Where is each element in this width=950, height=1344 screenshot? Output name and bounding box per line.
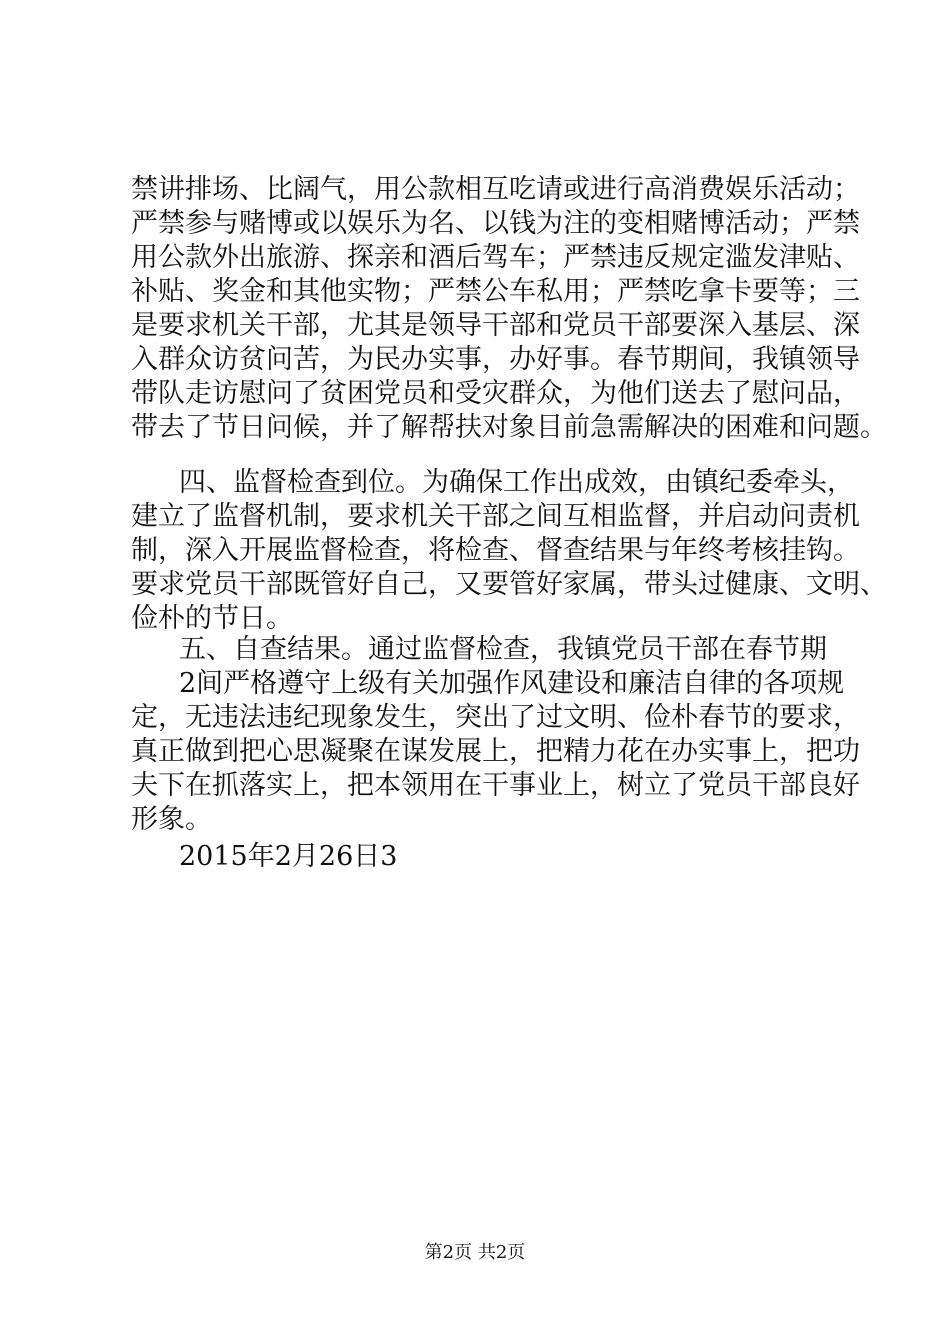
paragraph-1-line-7: 带队走访慰问了贫困党员和受灾群众，为他们送去了慰问品，: [131, 378, 860, 409]
paragraph-3-line-4: 真正做到把心思凝聚在谋发展上，把精力花在办实事上，把功: [131, 736, 860, 767]
paragraph-2-line-3: 制，深入开展监督检查，将检查、督查结果与年终考核挂钩。: [131, 535, 860, 566]
paragraph-3-line-6: 形象。: [131, 804, 212, 835]
paragraph-3-line-1: 五、自查结果。通过监督检查，我镇党员干部在春节期: [179, 634, 827, 665]
paragraph-2-line-1: 四、监督检查到位。为确保工作出成效，由镇纪委牵头，: [179, 467, 854, 498]
paragraph-1-line-5: 是要求机关干部，尤其是领导干部和党员干部要深入基层、深: [131, 310, 860, 341]
paragraph-1-line-1: 禁讲排场、比阔气，用公款相互吃请或进行高消费娱乐活动；: [131, 174, 860, 205]
paragraph-2-line-4: 要求党员干部既管好自己，又要管好家属，带头过健康、文明、: [131, 569, 887, 600]
paragraph-3-line-2: 2间严格遵守上级有关加强作风建设和廉洁自律的各项规: [179, 668, 845, 699]
paragraph-1-line-6: 入群众访贫问苦，为民办实事，办好事。春节期间，我镇领导: [131, 344, 860, 375]
paragraph-2-line-5: 俭朴的节日。: [131, 603, 293, 634]
paragraph-1-line-4: 补贴、奖金和其他实物；严禁公车私用；严禁吃拿卡要等；三: [131, 276, 860, 307]
page-footer: 第2页 共2页: [424, 1242, 526, 1263]
paragraph-3-line-5: 夫下在抓落实上，把本领用在干事业上，树立了党员干部良好: [131, 770, 860, 801]
paragraph-2-line-2: 建立了监督机制，要求机关干部之间互相监督，并启动问责机: [131, 501, 860, 532]
document-date: 2015年2月26日3: [179, 841, 398, 872]
paragraph-1-line-8: 带去了节日问候，并了解帮扶对象目前急需解决的困难和问题。: [131, 412, 887, 443]
paragraph-1-line-3: 用公款外出旅游、探亲和酒后驾车；严禁违反规定滥发津贴、: [131, 242, 860, 273]
paragraph-1-line-2: 严禁参与赌博或以娱乐为名、以钱为注的变相赌博活动；严禁: [131, 208, 860, 239]
paragraph-3-line-3: 定，无违法违纪现象发生，突出了过文明、俭朴春节的要求，: [131, 702, 860, 733]
